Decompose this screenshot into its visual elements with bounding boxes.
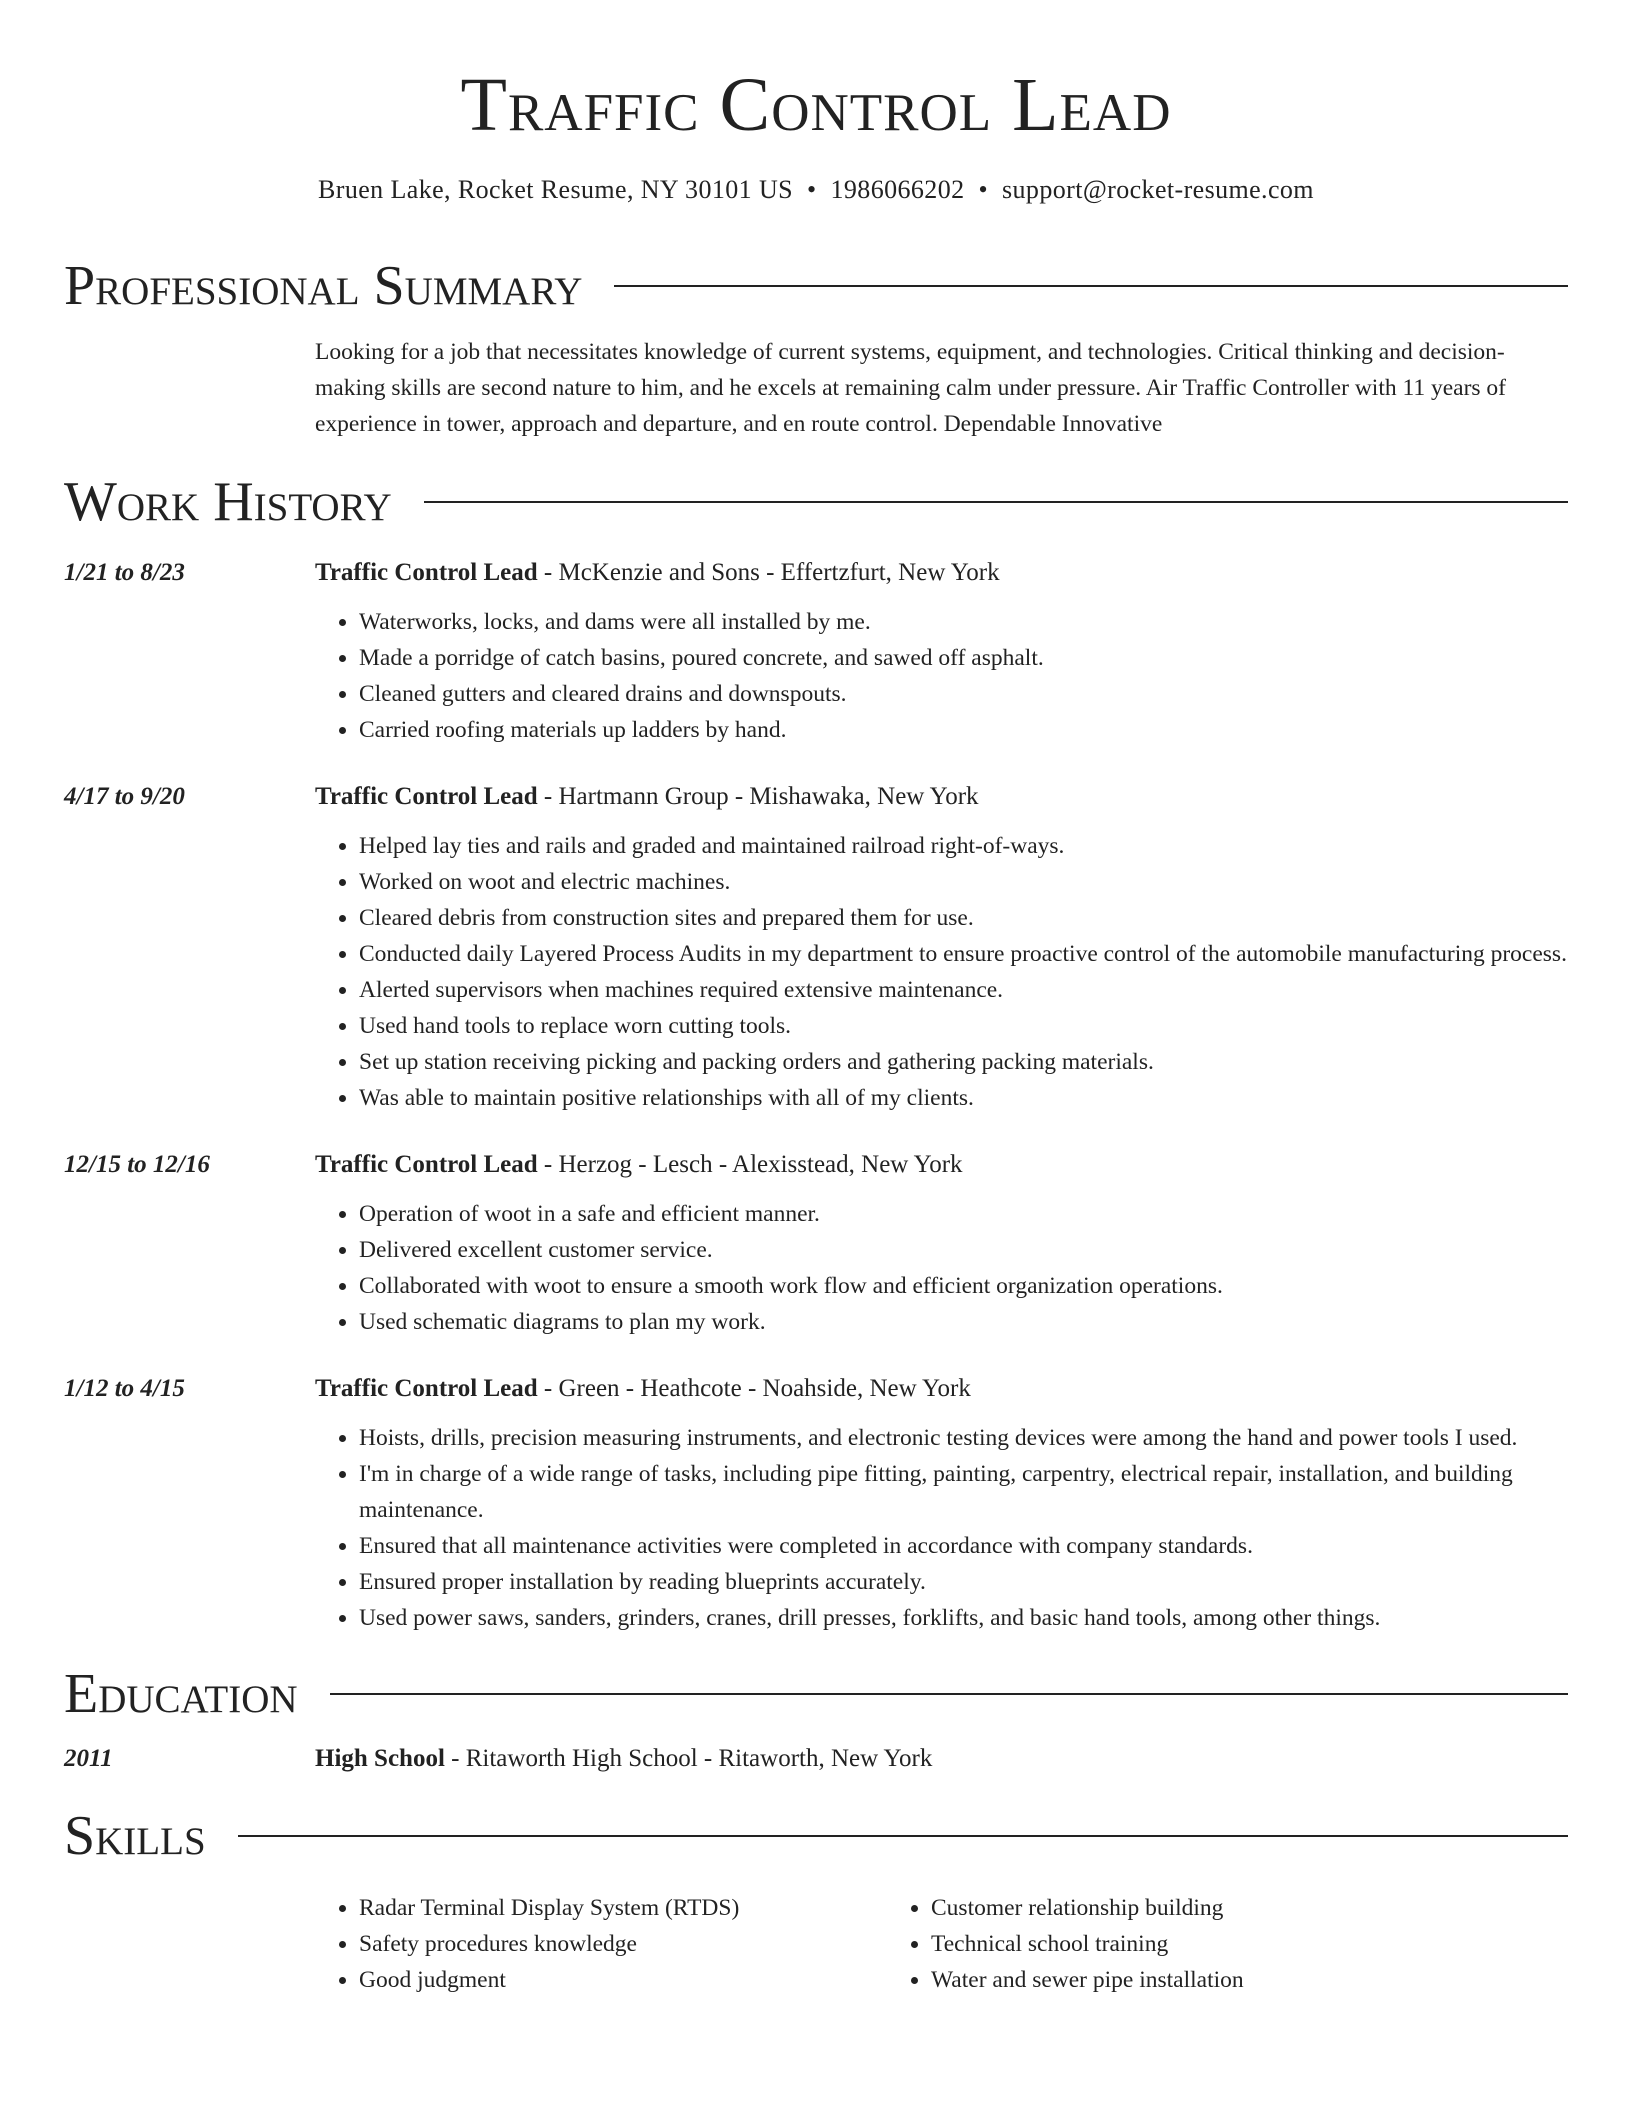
job-title: Traffic Control Lead: [315, 783, 538, 810]
skill-item: • Technical school training: [931, 1926, 1568, 1962]
job-bullet: • Was able to maintain positive relationships with all of my clients.: [359, 1080, 1568, 1116]
job-bullet: • Waterworks, locks, and dams were all installed by me.: [359, 604, 1568, 640]
skill-item: • Good judgment: [359, 1962, 887, 1998]
job-header: [315, 780, 1568, 814]
candidate-name: Traffic Control Lead: [460, 63, 1172, 147]
job-body: [315, 780, 1568, 1116]
job-entry: [64, 556, 1568, 748]
job-bullets: [315, 1420, 1568, 1636]
contact-email: support@rocket-resume.com: [1002, 175, 1314, 204]
job-dates: 12/15 to 12/16: [64, 1151, 210, 1178]
job-body: [315, 1148, 1568, 1340]
skills-columns: [315, 1890, 1568, 1998]
job-bullet: • Alerted supervisors when machines required extensive maintenance.: [359, 972, 1568, 1008]
section-title-work-history: Work History: [64, 471, 392, 533]
job-entry: [64, 1148, 1568, 1340]
job-bullet: • Cleaned gutters and cleared drains and downspouts.: [359, 676, 1568, 712]
summary-section: [64, 254, 1568, 442]
job-details: - Herzog - Lesch - Alexisstead, New York: [537, 1151, 963, 1178]
skills-section: [64, 1804, 1568, 1998]
summary-text: Looking for a job that necessitates knowledge of current systems, equipment, and technologies. Critical thinking and decision-making skills are second nature to him, and he excels at remaining calm under pressure. Air Traffic Controller with 11 years of experience in tower, approach and departure, and en route control. Dependable Innovative: [315, 339, 1507, 437]
skills-list-right: [887, 1890, 1568, 1998]
job-details: - McKenzie and Sons - Effertzfurt, New York: [537, 559, 1000, 586]
job-bullet: • Ensured proper installation by reading blueprints accurately.: [359, 1564, 1568, 1600]
job-entry: [64, 1372, 1568, 1636]
job-entry: [64, 780, 1568, 1116]
skill-item: • Customer relationship building: [931, 1890, 1568, 1926]
job-title: Traffic Control Lead: [315, 559, 538, 586]
skill-item: • Water and sewer pipe installation: [931, 1962, 1568, 1998]
section-header: [64, 470, 1568, 534]
section-divider: [424, 501, 1568, 503]
job-bullets: [315, 1196, 1568, 1340]
job-bullet: • Used power saws, sanders, grinders, cranes, drill presses, forklifts, and basic hand tools, among other things.: [359, 1600, 1568, 1636]
job-bullet: • Helped lay ties and rails and graded and maintained railroad right-of-ways.: [359, 828, 1568, 864]
education-entry: [64, 1742, 1568, 1776]
job-bullet: • Conducted daily Layered Process Audits in my department to ensure proactive control of the automobile manufacturing process.: [359, 936, 1568, 972]
contact-separator: •: [806, 175, 817, 204]
job-dates: 1/21 to 8/23: [64, 559, 185, 586]
contact-phone: 1986066202: [830, 175, 965, 204]
education-details: - Ritaworth High School - Ritaworth, New York: [444, 1745, 933, 1772]
job-bullet: • Worked on woot and electric machines.: [359, 864, 1568, 900]
section-divider: [614, 285, 1568, 287]
section-header: [64, 1804, 1568, 1868]
section-title-skills: Skills: [64, 1805, 206, 1867]
job-bullet: • Made a porridge of catch basins, poured concrete, and sawed off asphalt.: [359, 640, 1568, 676]
job-dates: 1/12 to 4/15: [64, 1375, 185, 1402]
job-header: [315, 1372, 1568, 1406]
contact-address: Bruen Lake, Rocket Resume, NY 30101 US: [318, 175, 793, 204]
section-divider: [330, 1693, 1568, 1695]
job-header: [315, 556, 1568, 590]
work-history-section: [64, 470, 1568, 1636]
education-section: [64, 1662, 1568, 1776]
job-bullet: • Delivered excellent customer service.: [359, 1232, 1568, 1268]
job-title: Traffic Control Lead: [315, 1151, 538, 1178]
section-header: [64, 1662, 1568, 1726]
job-bullet: • Set up station receiving picking and packing orders and gathering packing materials.: [359, 1044, 1568, 1080]
education-degree: High School: [315, 1745, 445, 1772]
contact-separator: •: [978, 175, 989, 204]
job-bullet: • Carried roofing materials up ladders by hand.: [359, 712, 1568, 748]
job-details: - Green - Heathcote - Noahside, New York: [537, 1375, 971, 1402]
section-title-summary: Professional Summary: [64, 255, 583, 317]
job-title: Traffic Control Lead: [315, 1375, 538, 1402]
education-header: [315, 1742, 1568, 1776]
job-details: - Hartmann Group - Mishawaka, New York: [537, 783, 979, 810]
job-bullet: • Collaborated with woot to ensure a smooth work flow and efficient organization operations.: [359, 1268, 1568, 1304]
education-body: [315, 1742, 1568, 1776]
skill-item: • Safety procedures knowledge: [359, 1926, 887, 1962]
contact-line: [64, 172, 1568, 208]
skills-list-left: [315, 1890, 887, 1998]
section-divider: [238, 1835, 1568, 1837]
job-bullets: [315, 828, 1568, 1116]
section-title-education: Education: [64, 1663, 298, 1725]
job-bullet: • Used schematic diagrams to plan my work.: [359, 1304, 1568, 1340]
job-bullet: • Operation of woot in a safe and efficient manner.: [359, 1196, 1568, 1232]
job-bullet: • I'm in charge of a wide range of tasks, including pipe fitting, painting, carpentry, electrical repair, installation, and building maintenance.: [359, 1456, 1568, 1528]
job-bullets: [315, 604, 1568, 748]
education-year: 2011: [64, 1745, 113, 1772]
section-header: [64, 254, 1568, 318]
job-bullet: • Used hand tools to replace worn cutting tools.: [359, 1008, 1568, 1044]
job-bullet: • Cleared debris from construction sites and prepared them for use.: [359, 900, 1568, 936]
job-dates: 4/17 to 9/20: [64, 783, 185, 810]
job-body: [315, 556, 1568, 748]
skill-item: • Radar Terminal Display System (RTDS): [359, 1890, 887, 1926]
job-body: [315, 1372, 1568, 1636]
job-bullet: • Hoists, drills, precision measuring instruments, and electronic testing devices were among the hand and power tools I used.: [359, 1420, 1568, 1456]
job-header: [315, 1148, 1568, 1182]
job-bullet: • Ensured that all maintenance activities were completed in accordance with company standards.: [359, 1528, 1568, 1564]
